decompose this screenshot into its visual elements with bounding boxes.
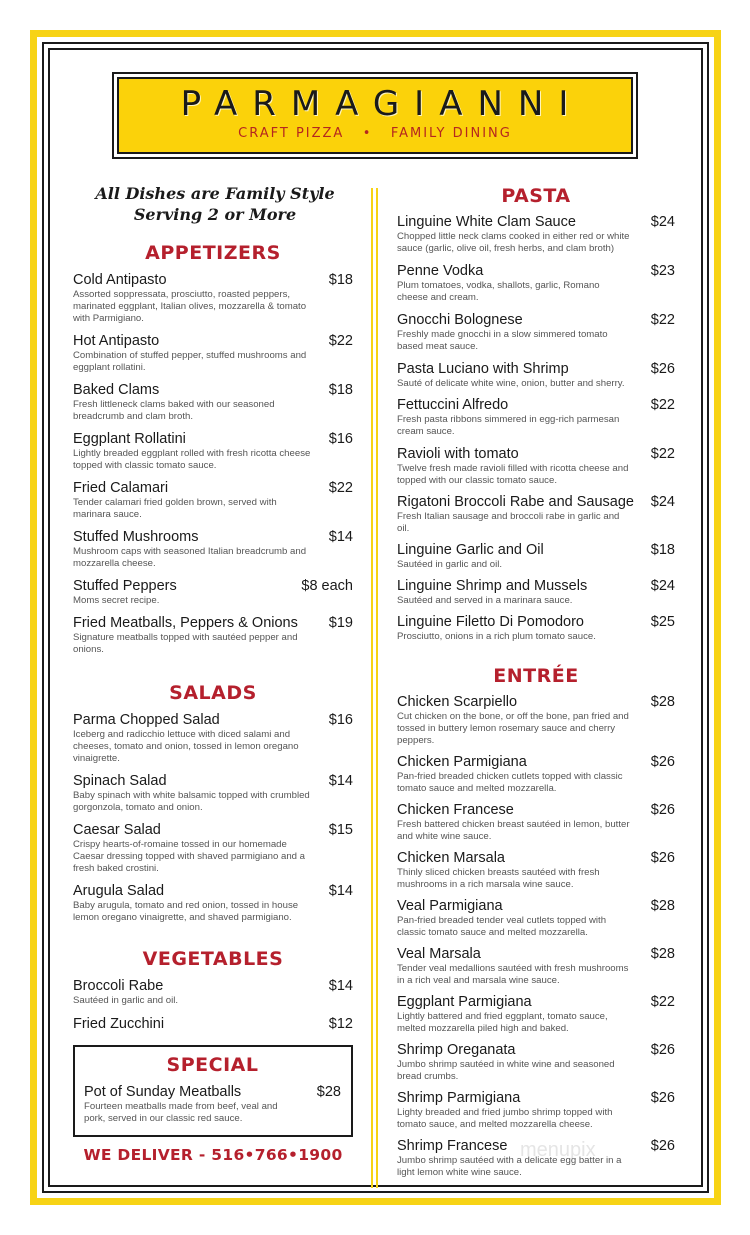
menu-item-name: Cold Antipasto [73, 272, 167, 288]
menu-item-price: $24 [650, 578, 675, 594]
restaurant-logo [112, 72, 638, 159]
menu-item-row [397, 541, 675, 559]
menu-item-row [73, 479, 353, 497]
menu-item-row [397, 493, 675, 511]
menu-item-price: $22 [328, 333, 353, 349]
menu-item-price: $18 [328, 272, 353, 288]
menu-item-price: $26 [650, 361, 675, 377]
menu-item-name: Parma Chopped Salad [73, 712, 220, 728]
section-title-appetizers: APPETIZERS [145, 242, 281, 264]
menu-item-row [397, 897, 675, 915]
menu-item-price: $14 [328, 883, 353, 899]
menu-item-description: Freshly made gnocchi in a slow simmered tomato based meat sauce. [397, 329, 608, 352]
menu-item-name: Hot Antipasto [73, 333, 160, 349]
menu-item-name: Fettuccini Alfredo [397, 397, 509, 413]
menu-item-name: Ravioli with tomato [397, 446, 519, 462]
menu-item-name: Shrimp Francese [397, 1138, 508, 1154]
menu-item-description: Lighty breaded and fried jumbo shrimp topped with tomato sauce, and melted mozzarella cheese. [397, 1107, 613, 1130]
menu-item-row [73, 271, 353, 289]
menu-item-price: $22 [650, 397, 675, 413]
menu-item-price: $25 [650, 614, 675, 630]
menu-item-name: Stuffed Peppers [73, 578, 177, 594]
special-list [84, 1083, 341, 1125]
menu-item [73, 332, 353, 374]
menu-item-description: Thinly sliced chicken breasts sautéed with fresh mushrooms in a rich marsala wine sauce. [397, 867, 600, 890]
menu-item-name: Linguine White Clam Sauce [397, 214, 576, 230]
menu-item [397, 541, 675, 571]
appetizers-list [73, 271, 353, 656]
menu-item-row [73, 332, 353, 350]
menu-item [73, 614, 353, 656]
menu-item [73, 882, 353, 924]
menu-item-row [397, 577, 675, 595]
menu-item [397, 493, 675, 535]
menu-item-description: Fresh pasta ribbons simmered in egg-rich parmesan cream sauce. [397, 414, 620, 437]
menu-item-row [73, 977, 353, 995]
menu-item-name: Chicken Scarpiello [397, 694, 518, 710]
menu-item-price: $15 [328, 822, 353, 838]
menu-item-row [73, 528, 353, 546]
menu-item-price: $26 [650, 1090, 675, 1106]
menu-item-row [397, 993, 675, 1011]
menu-item [397, 311, 675, 353]
menu-item-row [397, 445, 675, 463]
menu-item [73, 479, 353, 521]
menu-item [397, 993, 675, 1035]
menu-item-description: Plum tomatoes, vodka, shallots, garlic, Romano cheese and cream. [397, 280, 600, 303]
family-style-note [73, 183, 353, 225]
menu-item-description: Mushroom caps with seasoned Italian breadcrumb and mozzarella cheese. [73, 546, 307, 569]
menu-item-name: Gnocchi Bolognese [397, 312, 523, 328]
menu-item-name: Spinach Salad [73, 773, 167, 789]
menu-item-description: Twelve fresh made ravioli filled with ricotta cheese and topped with our classic tomato sauce. [397, 463, 629, 486]
menu-item-description: Iceberg and radicchio lettuce with diced salami and cheeses, tomato and onion, tossed in lemon oregano vinaigrette. [73, 729, 299, 764]
menu-item [397, 445, 675, 487]
menu-item-name: Fried Zucchini [73, 1016, 165, 1032]
menu-item-description: Fourteen meatballs made from beef, veal and pork, served in our classic red sauce. [84, 1101, 278, 1124]
menu-item-price: $14 [328, 529, 353, 545]
menu-item [73, 577, 353, 607]
menu-item-row [73, 381, 353, 399]
menu-item [397, 693, 675, 747]
menu-item-row [397, 213, 675, 231]
menu-item-name: Chicken Parmigiana [397, 754, 527, 770]
menu-item-description: Fresh littleneck clams baked with our seasoned breadcrumb and clam broth. [73, 399, 275, 422]
restaurant-tagline [119, 125, 631, 143]
menu-item-row [73, 430, 353, 448]
menu-item [397, 1089, 675, 1131]
left-column [73, 183, 353, 1033]
menu-item-name: Chicken Francese [397, 802, 514, 818]
menu-item-description: Chopped little neck clams cooked in either red or white sauce (garlic, olive oil, fresh herbs, and clam broth) [397, 231, 630, 254]
pasta-list [397, 213, 675, 643]
menu-item-row [73, 821, 353, 839]
menu-item-price: $24 [650, 494, 675, 510]
salads-list [73, 711, 353, 924]
menu-item-price: $12 [328, 1016, 353, 1032]
menu-item-name: Fried Meatballs, Peppers & Onions [73, 615, 298, 631]
menu-item-description: Assorted soppressata, prosciutto, roasted peppers, marinated eggplant, Italian olives, mozzarella & tomato with Parmigiano. [73, 289, 307, 324]
menu-item [73, 430, 353, 472]
menu-item-row [397, 311, 675, 329]
menu-item [397, 897, 675, 939]
restaurant-name: PARMAGIANNI [180, 84, 584, 124]
family-style-line-1: All Dishes are Family Style [95, 184, 335, 203]
column-divider [371, 188, 378, 1188]
menu-item-name: Caesar Salad [73, 822, 161, 838]
menu-item-description: Sauté of delicate white wine, onion, butter and sherry. [397, 378, 625, 389]
menu-item-description: Sautéed in garlic and oil. [397, 559, 503, 570]
menu-item-name: Shrimp Parmigiana [397, 1090, 521, 1106]
menu-item [397, 577, 675, 607]
menu-item-price: $22 [328, 480, 353, 496]
logo-panel [117, 77, 633, 154]
menu-item-name: Broccoli Rabe [73, 978, 164, 994]
menu-item-row [397, 1089, 675, 1107]
menu-item [73, 711, 353, 765]
menu-item-price: $28 [316, 1084, 341, 1100]
menu-item-name: Stuffed Mushrooms [73, 529, 199, 545]
menu-item-row [397, 849, 675, 867]
watermark: menupix [520, 1139, 596, 1161]
menu-item-price: $26 [650, 754, 675, 770]
menu-item-description: Pan-fried breaded tender veal cutlets topped with classic tomato sauce and melted mozzarella. [397, 915, 607, 938]
menu-item-description: Pan-fried breaded chicken cutlets topped with classic tomato sauce and melted mozzarella. [397, 771, 623, 794]
menu-item-description: Fresh battered chicken breast sautéed in lemon, butter and white wine sauce. [397, 819, 630, 842]
menu-item-description: Crispy hearts-of-romaine tossed in our homemade Caesar dressing topped with shaved parmigiano and a fresh baked crostini. [73, 839, 305, 874]
menu-item [73, 528, 353, 570]
menu-item-name: Shrimp Oreganata [397, 1042, 516, 1058]
menu-item-price: $16 [328, 431, 353, 447]
menu-item-description: Sautéed and served in a marinara sauce. [397, 595, 573, 606]
menu-item [397, 801, 675, 843]
menu-item-description: Cut chicken on the bone, or off the bone, pan fried and tossed in buttery lemon rosemary sauce and cherry peppers. [397, 711, 629, 746]
menu-item-price: $23 [650, 263, 675, 279]
menu-item-price: $24 [650, 214, 675, 230]
menu-item-price: $22 [650, 312, 675, 328]
menu-item-name: Veal Parmigiana [397, 898, 503, 914]
family-style-line-2: Serving 2 or More [133, 205, 297, 224]
section-title-special: SPECIAL [166, 1054, 259, 1076]
menu-item-description: Moms secret recipe. [73, 595, 160, 606]
section-title-entree: ENTRÉE [493, 665, 579, 687]
menu-item-price: $26 [650, 1042, 675, 1058]
menu-item-row [397, 396, 675, 414]
menu-item-description: Baby arugula, tomato and red onion, tossed in house lemon oregano vinaigrette, and shaved parmigiano. [73, 900, 299, 923]
menu-item-row [73, 711, 353, 729]
menu-item-row [397, 945, 675, 963]
tagline-right: FAMILY DINING [390, 126, 512, 141]
menu-item-name: Arugula Salad [73, 883, 165, 899]
menu-item-price: $18 [328, 382, 353, 398]
menu-item-price: $18 [650, 542, 675, 558]
menu-item-row [73, 614, 353, 632]
menu-item [397, 753, 675, 795]
menu-item-row [73, 772, 353, 790]
menu-item-row [397, 360, 675, 378]
menu-item-name: Eggplant Parmigiana [397, 994, 532, 1010]
menu-item-name: Fried Calamari [73, 480, 169, 496]
menu-item-price: $14 [328, 773, 353, 789]
menu-item [397, 262, 675, 304]
menu-item [73, 1015, 353, 1033]
menu-item [73, 977, 353, 1007]
menu-item-name: Baked Clams [73, 382, 160, 398]
menu-item-name: Linguine Garlic and Oil [397, 542, 544, 558]
entree-list [397, 693, 675, 1179]
menu-item-row [397, 613, 675, 631]
menu-item-row [397, 753, 675, 771]
menu-item-description: Lightly breaded eggplant rolled with fresh ricotta cheese topped with classic tomato sauce. [73, 448, 311, 471]
menu-item [397, 613, 675, 643]
delivery-phone: WE DELIVER - 516•766•1900 [83, 1146, 343, 1164]
menu-item-row [84, 1083, 341, 1101]
menu-item [73, 772, 353, 814]
menu-item-price: $28 [650, 694, 675, 710]
menu-item [397, 1041, 675, 1083]
menu-item-row [397, 262, 675, 280]
menu-item-price: $26 [650, 1138, 675, 1154]
menu-item-description: Tender veal medallions sautéed with fresh mushrooms in a rich veal and marsala wine sauce. [397, 963, 629, 986]
menu-item-description: Sautéed in garlic and oil. [73, 995, 179, 1006]
menu-item [73, 271, 353, 325]
menu-item-name: Penne Vodka [397, 263, 484, 279]
right-column [397, 183, 675, 1179]
menu-item-name: Linguine Shrimp and Mussels [397, 578, 588, 594]
menu-item [397, 849, 675, 891]
menu-item-row [397, 801, 675, 819]
menu-item-row [73, 882, 353, 900]
section-title-vegetables: VEGETABLES [142, 948, 284, 970]
tagline-left: CRAFT PIZZA [238, 126, 345, 141]
vegetables-list [73, 977, 353, 1033]
menu-item-price: $19 [328, 615, 353, 631]
menu-item-price: $22 [650, 446, 675, 462]
menu-item [84, 1083, 341, 1125]
menu-item-name: Veal Marsala [397, 946, 481, 962]
menu-item-price: $16 [328, 712, 353, 728]
menu-item-row [397, 1041, 675, 1059]
menu-item-price: $22 [650, 994, 675, 1010]
special-box [73, 1045, 353, 1137]
menu-item-description: Signature meatballs topped with sautéed pepper and onions. [73, 632, 298, 655]
menu-item [397, 213, 675, 255]
menu-item-description: Jumbo shrimp sautéed in white wine and seasoned bread crumbs. [397, 1059, 615, 1082]
menu-item [73, 821, 353, 875]
menu-item-row [73, 577, 353, 595]
section-title-pasta: PASTA [501, 185, 571, 207]
menu-item-price: $8 each [301, 578, 353, 594]
menu-item-name: Linguine Filetto Di Pomodoro [397, 614, 584, 630]
menu-item-price: $14 [328, 978, 353, 994]
menu-item-description: Combination of stuffed pepper, stuffed mushrooms and eggplant rollatini. [73, 350, 307, 373]
menu-item-name: Pasta Luciano with Shrimp [397, 361, 569, 377]
menu-item-name: Pot of Sunday Meatballs [84, 1084, 242, 1100]
menu-item-price: $26 [650, 850, 675, 866]
menu-item-description: Lightly battered and fried eggplant, tomato sauce, melted mozzarella piled high and baked. [397, 1011, 608, 1034]
menu-item-price: $28 [650, 898, 675, 914]
menu-item-description: Tender calamari fried golden brown, served with marinara sauce. [73, 497, 277, 520]
menu-item-row [73, 1015, 353, 1033]
menu-item-description: Fresh Italian sausage and broccoli rabe in garlic and oil. [397, 511, 620, 534]
menu-item-description: Prosciutto, onions in a rich plum tomato sauce. [397, 631, 596, 642]
tagline-separator: • [362, 126, 373, 141]
menu-item-description: Baby spinach with white balsamic topped with crumbled gorgonzola, tomato and onion. [73, 790, 310, 813]
menu-item-name: Eggplant Rollatini [73, 431, 186, 447]
menu-item [397, 396, 675, 438]
section-title-salads: SALADS [169, 682, 257, 704]
menu-item-row [397, 693, 675, 711]
menu-item-name: Chicken Marsala [397, 850, 505, 866]
menu-item [397, 945, 675, 987]
menu-item [73, 381, 353, 423]
menu-item-description: Jumbo shrimp sautéed with a delicate egg batter in a light lemon white wine sauce. [397, 1155, 622, 1178]
menu-item-price: $28 [650, 946, 675, 962]
menu-item-name: Rigatoni Broccoli Rabe and Sausage [397, 494, 634, 510]
menu-item-price: $26 [650, 802, 675, 818]
menu-item [397, 360, 675, 390]
